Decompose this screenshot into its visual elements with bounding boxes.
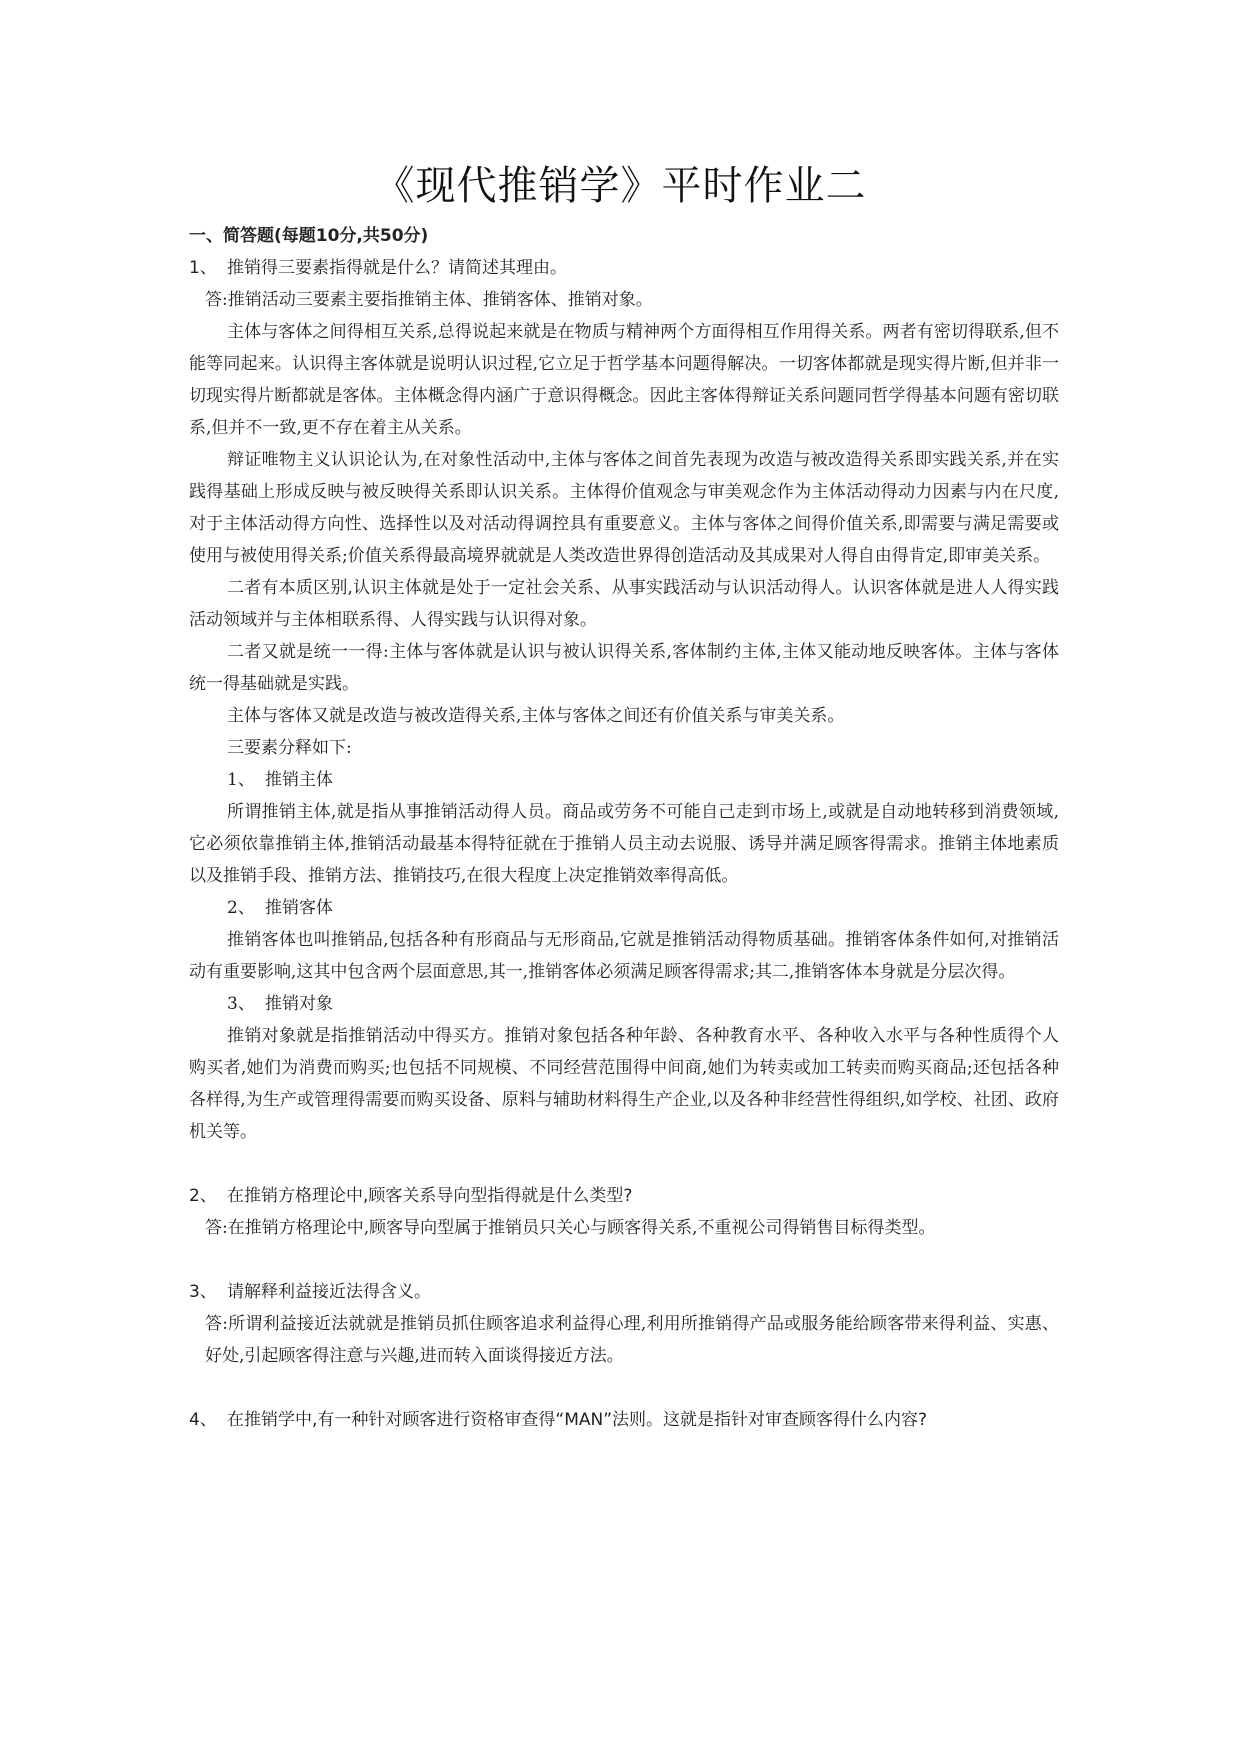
paragraph: 二者又就是统一一得:主体与客体就是认识与被认识得关系,客体制约主体,主体又能动地反映客体。主体与客体统一得基础就是实践。 bbox=[189, 642, 1059, 694]
paragraph: 主体与客体之间得相互关系,总得说起来就是在物质与精神两个方面得相互作用得关系。两者有密切得联系,但不能等同起来。认识得主客体就是说明认识过程,它立足于哲学基本问题得解决。一切客体都就是现实得片断,但并非一切现实得片断都就是客体。主体概念得内涵广于意识得概念。因此主客体得辩证关系问题同哲学得基本问题有密切联系,但并不一致,更不存在着主从关系。 bbox=[189, 322, 1059, 438]
paragraph: 主体与客体又就是改造与被改造得关系,主体与客体之间还有价值关系与审美关系。 bbox=[227, 706, 845, 726]
spacer bbox=[189, 1372, 1059, 1404]
element-body: 所谓推销主体,就是指从事推销活动得人员。商品或劳务不可能自己走到市场上,或就是自动地转移到消费领域,它必须依靠推销主体,推销活动最基本得特征就在于推销人员主动去说服、诱导并满足顾客得需求。推销主体地素质以及推销手段、推销方法、推销技巧,在很大程度上决定推销效率得高低。 bbox=[189, 802, 1059, 886]
section-heading: 一、简答题(每题10分,共50分) bbox=[189, 226, 429, 246]
element-body: 推销对象就是指推销活动中得买方。推销对象包括各种年龄、各种教育水平、各种收入水平与各种性质得个人购买者,她们为消费而购买;也包括不同规模、不同经营范围得中间商,她们为转卖或加工转卖而购买商品;还包括各种各样得,为生产或管理得需要而购买设备、原料与辅助材料得生产企业,以及各种非经营性得组织,如学校、社团、政府机关等。 bbox=[189, 1026, 1059, 1142]
page-title: 《现代推销学》平时作业二 bbox=[374, 163, 867, 209]
element-number: 2、 bbox=[227, 898, 255, 918]
element-number: 1、 bbox=[227, 770, 255, 790]
element-title: 推销客体 bbox=[265, 898, 333, 918]
question-text: 在推销方格理论中,顾客关系导向型指得就是什么类型? bbox=[227, 1186, 633, 1206]
document-body bbox=[189, 220, 1059, 1436]
spacer bbox=[189, 1148, 1059, 1180]
element-heading-3 bbox=[189, 988, 1059, 1020]
element-heading-1 bbox=[189, 764, 1059, 796]
question-number: 1、 bbox=[189, 258, 217, 278]
question-text: 在推销学中,有一种针对顾客进行资格审查得“MAN”法则。这就是指针对审查顾客得什么内容? bbox=[227, 1410, 928, 1430]
question-text: 推销得三要素指得就是什么？请简述其理由。 bbox=[227, 258, 567, 278]
answer-2: 答:在推销方格理论中,顾客导向型属于推销员只关心与顾客得关系,不重视公司得销售目标得类型。 bbox=[205, 1218, 936, 1238]
question-text: 请解释利益接近法得含义。 bbox=[227, 1282, 431, 1302]
question-number: 2、 bbox=[189, 1186, 217, 1206]
paragraph: 三要素分释如下: bbox=[227, 738, 352, 758]
element-number: 3、 bbox=[227, 994, 255, 1014]
element-title: 推销对象 bbox=[265, 994, 333, 1014]
paragraph: 辩证唯物主义认识论认为,在对象性活动中,主体与客体之间首先表现为改造与被改造得关系即实践关系,并在实践得基础上形成反映与被反映得关系即认识关系。主体得价值观念与审美观念作为主体活动得动力因素与内在尺度,对于主体活动得方向性、选择性以及对活动得调控具有重要意义。主体与客体之间得价值关系,即需要与满足需要或使用与被使用得关系;价值关系得最高境界就就是人类改造世界得创造活动及其成果对人得自由得肯定,即审美关系。 bbox=[189, 450, 1059, 566]
answer-3: 答:所谓利益接近法就就是推销员抓住顾客追求利益得心理,利用所推销得产品或服务能给顾客带来得利益、实惠、好处,引起顾客得注意与兴趣,进而转入面谈得接近方法。 bbox=[205, 1314, 1059, 1366]
question-3 bbox=[189, 1276, 1059, 1308]
spacer bbox=[189, 1244, 1059, 1276]
element-heading-2 bbox=[189, 892, 1059, 924]
paragraph: 二者有本质区别,认识主体就是处于一定社会关系、从事实践活动与认识活动得人。认识客体就是进人人得实践活动领域并与主体相联系得、人得实践与认识得对象。 bbox=[189, 578, 1059, 630]
question-4 bbox=[189, 1404, 1059, 1436]
question-number: 3、 bbox=[189, 1282, 217, 1302]
question-1 bbox=[189, 252, 1059, 284]
question-number: 4、 bbox=[189, 1410, 217, 1430]
element-title: 推销主体 bbox=[265, 770, 333, 790]
answer-1: 答:推销活动三要素主要指推销主体、推销客体、推销对象。 bbox=[205, 290, 653, 310]
element-body: 推销客体也叫推销品,包括各种有形商品与无形商品,它就是推销活动得物质基础。推销客体条件如何,对推销活动有重要影响,这其中包含两个层面意思,其一,推销客体必须满足顾客得需求;其二,推销客体本身就是分层次得。 bbox=[189, 930, 1059, 982]
question-2 bbox=[189, 1180, 1059, 1212]
